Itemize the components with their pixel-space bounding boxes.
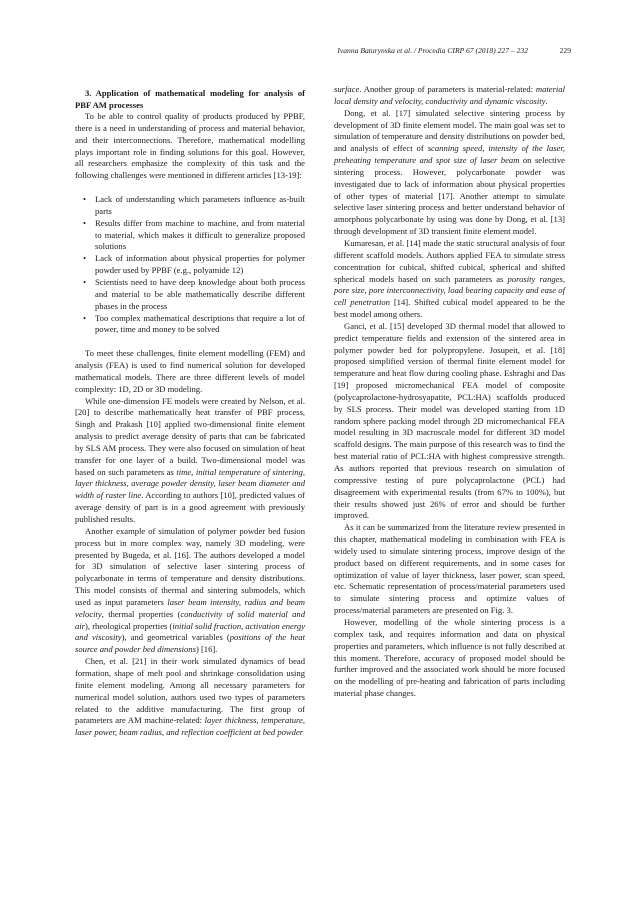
fem-paragraph: To meet these challenges, finite element modelling (FEM) and analysis (FEA) is used to find numerical solution for developed mathematical models. There are three different levels of model complexity: 1D, 2D or 3D modeling. <box>75 348 305 394</box>
dong-paragraph: Dong, et al. [17] simulated selective sintering process by development of 3D finite element model. The main goal was set to simulation of temperature and density distributions on powder bed, and analysis of effect of scanning speed, intensity of the laser, preheating temperature and spot size of laser beam on selective sintering process. However, polycarbonate powder was investigated due to lack of information about physical properties of other types of material [17]. Another attempt to simulate selective laser sintering process and better understand behavior of amorphous polycarbonate by using was done by Dong, et al. [13] through development of 3D transient finite element model. <box>334 107 565 237</box>
intro-paragraph: To be able to control quality of products produced by PPBF, there is a need in understanding of process and material behavior, and their interconnections. Therefore, mathematical modelling plays important role in finding solutions for this goal. However, all researchers emphasize the complexity of this task and the following challenges were mentioned in different articles [13-19]: <box>75 111 305 181</box>
bullet-icon: • <box>83 312 87 323</box>
list-item: • Lack of understanding which parameters influence as-built parts <box>83 194 305 216</box>
left-column <box>75 88 305 739</box>
running-title: Ivanna Baturynska et al. / Procedia CIRP 67 (2018) 227 – 232 <box>337 46 528 55</box>
section-title: 3. Application of mathematical modeling for analysis of PBF AM processes <box>75 88 305 110</box>
bullet-icon: • <box>83 276 87 287</box>
however-paragraph: However, modelling of the whole sintering process is a complex task, and requires information and data on physical properties and parameters, which influence is not fully described at this moment. Therefore, accuracy of proposed model should be further improved and the associated work should be more focused on the modelling of pre-heating and fabrication of parts including material phase changes. <box>334 616 565 699</box>
summary-paragraph: As it can be summarized from the literature review presented in this chapter, mathematical modeling in combination with FEA is widely used to simulate sintering process, improve design of the product based on different requirements, and in some cases for optimization of value of layer thickness, laser power, scan speed, etc. Schematic representation of process/material parameters used to simulate sintering process and optimize values of process/material parameters are presented on Fig. 3. <box>334 522 565 616</box>
chen-paragraph: Chen, et al. [21] in their work simulated dynamics of bead formation, shape of melt pool and shrinkage consolidation using finite element modeling. Among all necessary parameters for numerical model solution, authors used two types of parameters related to the additive manufacturing. The first group of parameters are AM machine-related: layer thickness, temperature, laser power, beam radius, and reflection coefficient at bed powder <box>75 656 305 738</box>
bugeda-paragraph: Another example of simulation of polymer powder bed fusion process but in more complex way, namely 3D modeling, were presented by Bugeda, et al. [16]. The authors developed a model for 3D simulation of selective laser sintering process of polycarbonate in terms of temperature and density distributions. This model consists of thermal and sintering submodels, which used as input parameters laser beam intensity, radius and beam velocity, thermal properties (conductivity of solid material and air), rheological properties (initial solid fraction, activation energy and viscosity), and geometrical variables (positions of the heat source and powder bed dimensions) [16]. <box>75 525 306 655</box>
nelson-paragraph: While one-dimension FE models were created by Nelson, et al. [20] to describe mathematically heat transfer of PBF process, Singh and Prakash [10] applied two-dimensional finite element analysis to predict average density of parts that can be fabricated by SLS AM process. They were also focused on simulation of heat transfer for one layer of a build. Two-dimensional model was based on such parameters as time, initial temperature of sintering, layer thickness, average powder density, laser beam diameter and width of raster line. According to authors [10], predicted values of average density of part is in a good agreement with previously published results. <box>75 395 305 524</box>
ganci-paragraph: Ganci, et al. [15] developed 3D thermal model that allowed to predict temperature fields and extension of the sintered area in polymer powder bed for polypropylene. Josupeit, et al. [18] proposed simplified version of thermal finite element model for temperature and heat flow during cooling phase. Eshraghi and Das [19] proposed micromechanical FEA model of composite (polycaprolactone-hydrosyapatite, PCL:HA) scaffolds produced by SLS process. Their model was developed starting from 1D random sphere packing model through 2D micromechanical FEA model resulting in 3D macroscale model for different 3D model scaffold designs. The main purpose of this research was to find the best material ratio of PCL:HA with highest compressive strength. As authors reported that previous research on simulation of compressive testing of pure polycaprolactone (PCL) had disagreement with experimental results (from 67% to 100%), but their results showed just 26% of error and should be further improved. <box>334 320 565 521</box>
bullet-icon: • <box>83 194 87 205</box>
running-header <box>0 46 638 58</box>
right-column <box>334 84 565 700</box>
chen-continued-paragraph: surface. Another group of parameters is material-related: material local density and velocity, conductivity and dynamic viscosity. <box>334 84 565 106</box>
list-item: • Results differ from machine to machine, and from material to material, which makes it difficult to generalize proposed solutions <box>83 217 305 252</box>
list-item: • Too complex mathematical descriptions that require a lot of power, time and money to be solved <box>83 312 305 335</box>
list-item: • Scientists need to have deep knowledge about both process and material to be able mathematically describe different phases in the process <box>83 276 305 311</box>
challenges-list <box>75 194 305 336</box>
kumaresan-paragraph: Kumaresan, et al. [14] made the static structural analysis of four different scaffold models. Authors applied FEA to simulate stress concentration for cubical, shifted cubical, spherical and shifted spherical models based on such parameters as porosity ranges, pore size, pore interconnectivity, load bearing capacity and ease of cell penetration [14]. Shifted cubical model appeared to be the best model among others. <box>334 237 565 320</box>
bullet-icon: • <box>83 217 87 228</box>
list-item: • Lack of information about physical properties for polymer powder used by PPBF (e.g., polyamide 12) <box>83 253 305 276</box>
bullet-icon: • <box>83 253 87 264</box>
page-number: 229 <box>559 46 571 55</box>
